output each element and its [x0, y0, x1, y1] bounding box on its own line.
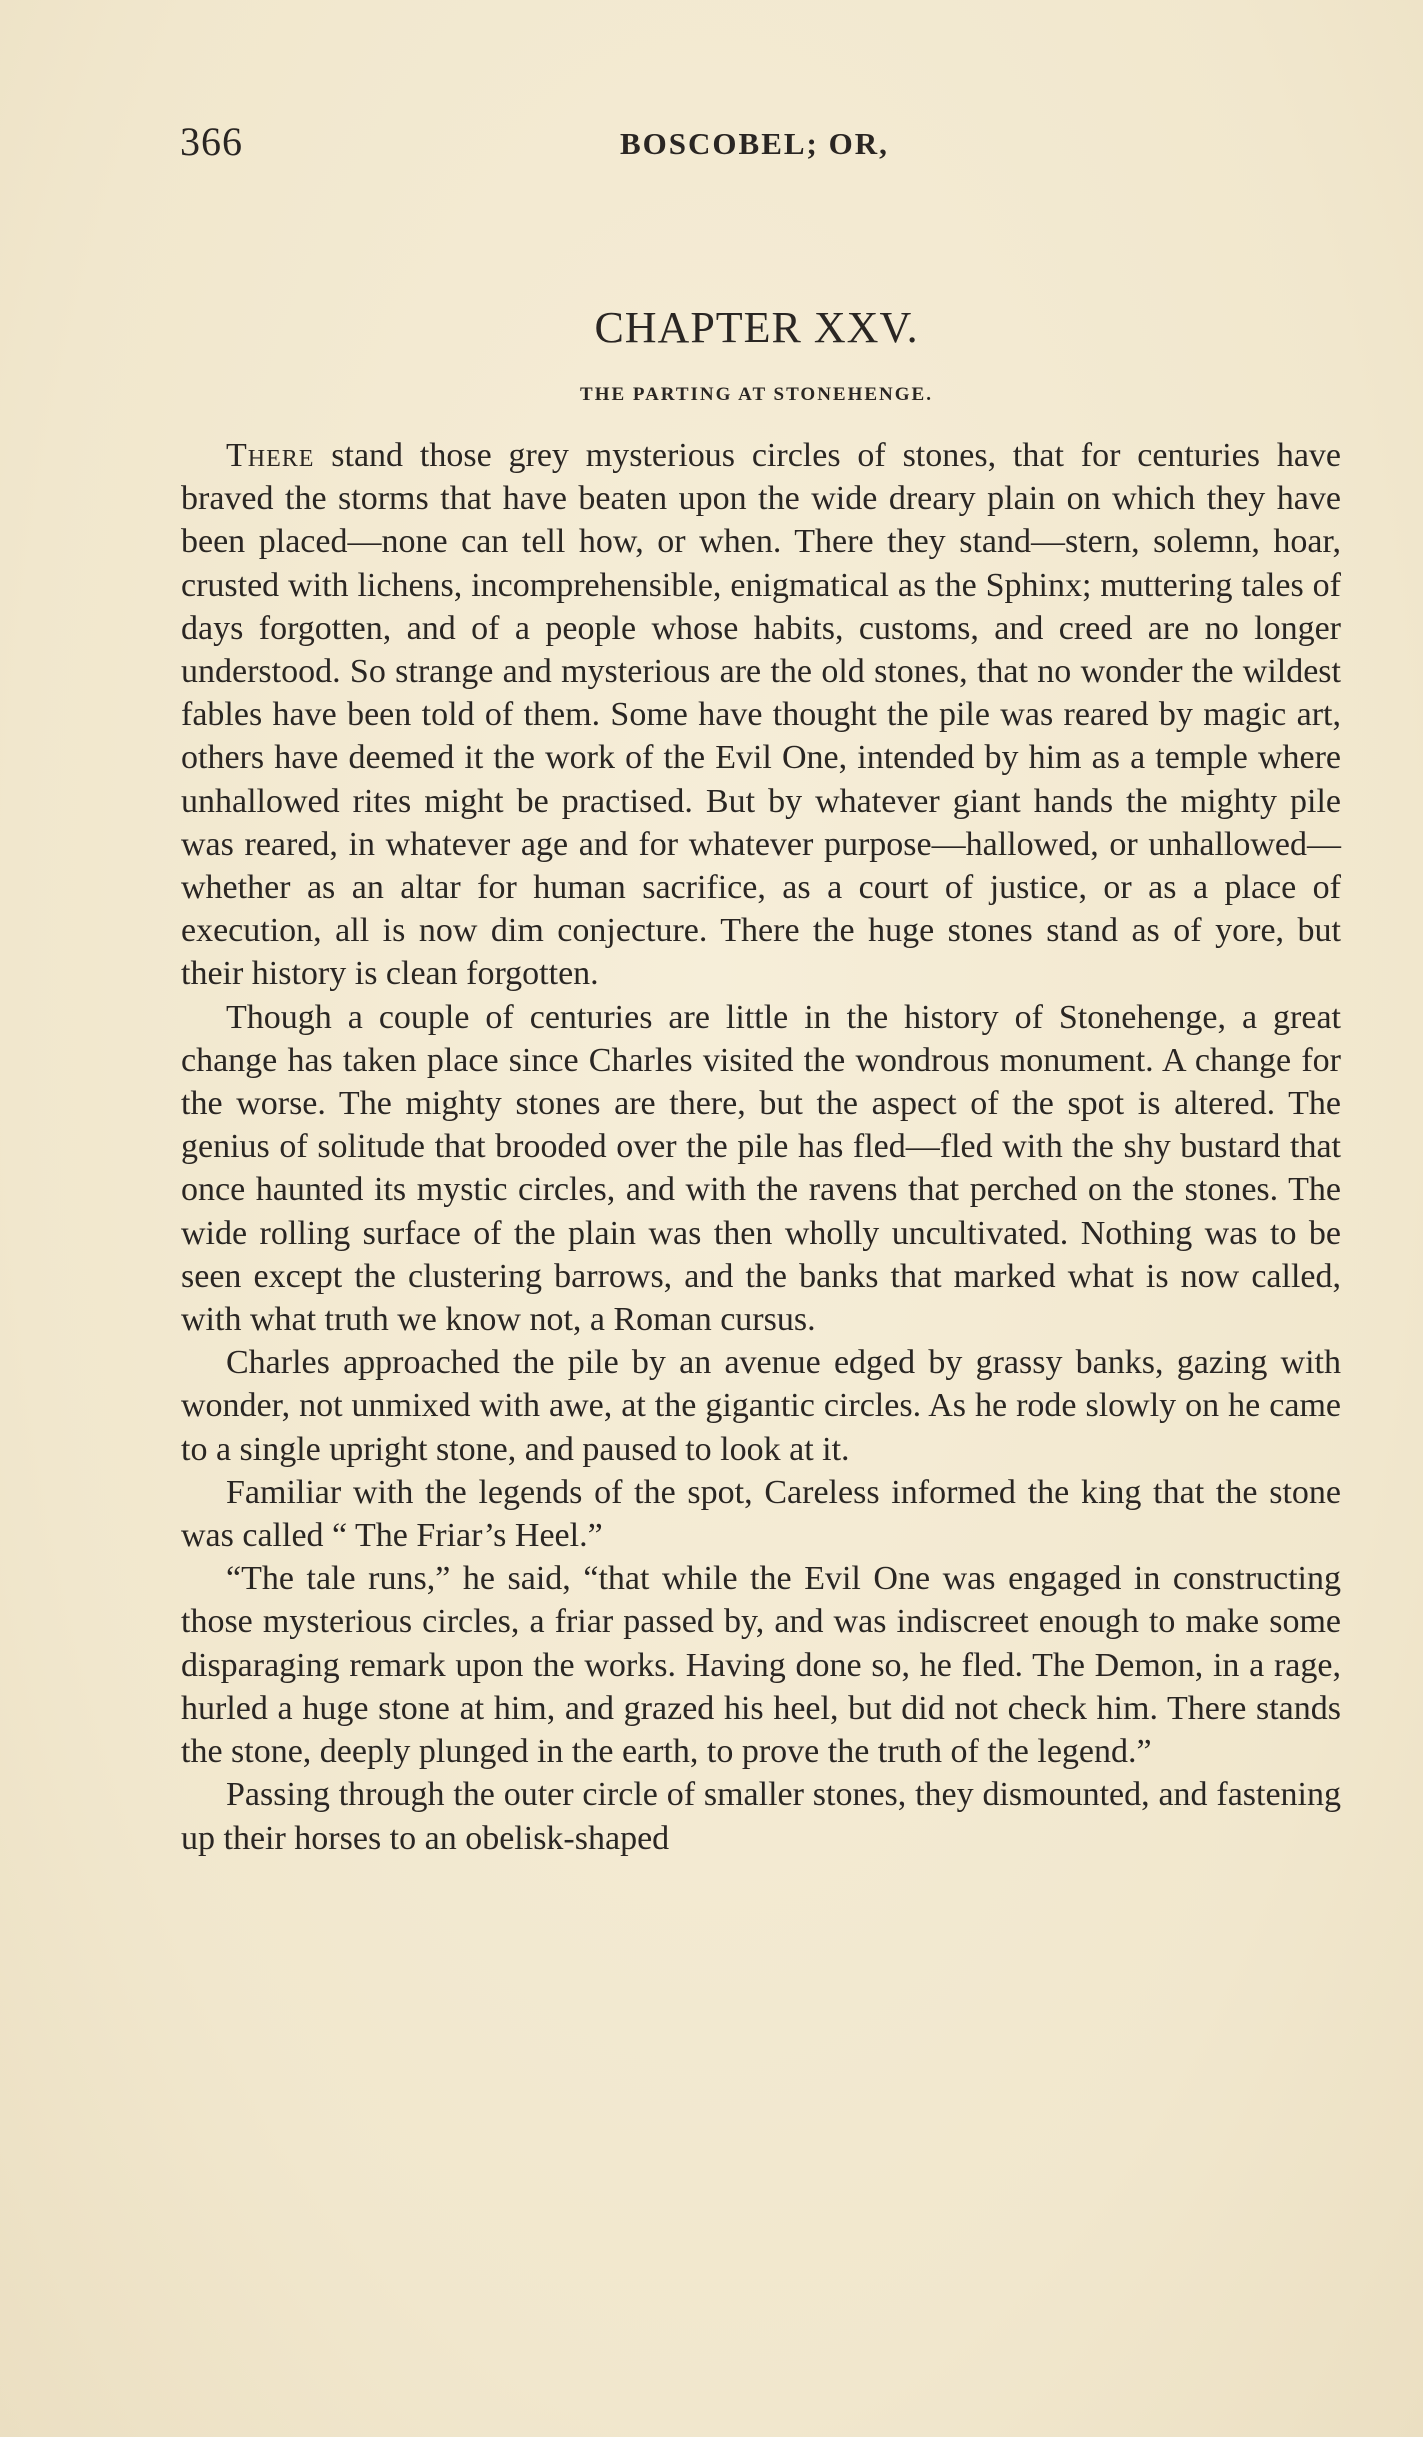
body-text [181, 434, 1341, 1860]
running-head [180, 118, 1270, 168]
paragraph-2 [181, 996, 1341, 1342]
paragraph-5 [181, 1557, 1341, 1773]
paragraph-lead-word: There [226, 437, 315, 474]
paragraph-4 [181, 1471, 1341, 1557]
paragraph-text: Passing through the outer circle of smaller stones, they dismounted, and fastening up their horses to an obelisk-shaped [181, 1776, 1341, 1857]
running-title: BOSCOBEL; OR, [620, 126, 889, 161]
paragraph-text: Familiar with the legends of the spot, Careless informed the king that the stone was called “ The Friar’s Heel.” [181, 1473, 1341, 1555]
paragraph-6 [181, 1773, 1341, 1859]
chapter-title: CHAPTER XXV. [594, 303, 919, 352]
paragraph-text: Though a couple of centuries are little in the history of Stonehenge, a great change has taken place since Charles visited the wondrous monument. A change for the worse. The mighty stones are there, but the aspect of the spot is altered. The genius of solitude that brooded over the pile has fled—fled with the shy bustard that once haunted its mystic circles, and with the ravens that perched on the stones. The wide rolling surface of the plain was then wholly uncultivated. Nothing was to be seen except the clustering barrows, and the banks that marked what is now called, with what truth we know not, a Roman cursus. [181, 998, 1341, 1339]
paragraph-text: stand those grey mysterious circles of stones, that for centuries have braved the storms that have beaten upon the wide dreary plain on which they have been placed—none can tell how, or when. There they stand—stern, solemn, hoar, crusted with lichens, incomprehensible, enigmatical as the Sphinx; muttering tales of days forgotten, and of a people whose habits, customs, and creed are no longer understood. So strange and mysterious are the old stones, that no wonder the wildest fables have been told of them. Some have thought the pile was reared by magic art, others have deemed it the work of the Evil One, intended by him as a temple where unhallowed rites might be practised. But by whatever giant hands the mighty pile was reared, in whatever age and for whatever purpose—hallowed, or unhallowed—whether as an altar for human sacrifice, as a court of justice, or as a place of execution, all is now dim conjecture. There the huge stones stand as of yore, but their history is clean forgotten. [181, 437, 1341, 993]
paragraph-3 [181, 1341, 1341, 1471]
paragraph-text: “The tale runs,” he said, “that while the Evil One was engaged in constructing those mysterious circles, a friar passed by, and was indiscreet enough to make some disparaging remark upon the works. Having done so, he fled. The Demon, in a rage, hurled a huge stone at him, and grazed his heel, but did not check him. There stands the stone, deeply plunged in the earth, to prove the truth of the legend.” [181, 1560, 1341, 1771]
chapter-subtitle: THE PARTING AT STONEHENGE. [580, 384, 933, 405]
paragraph-1 [181, 434, 1341, 996]
paragraph-text: Charles approached the pile by an avenue edged by grassy banks, gazing with wonder, not unmixed with awe, at the gigantic circles. As he rode slowly on he came to a single upright stone, and paused to look at it. [181, 1344, 1341, 1468]
page-number: 366 [180, 119, 243, 164]
